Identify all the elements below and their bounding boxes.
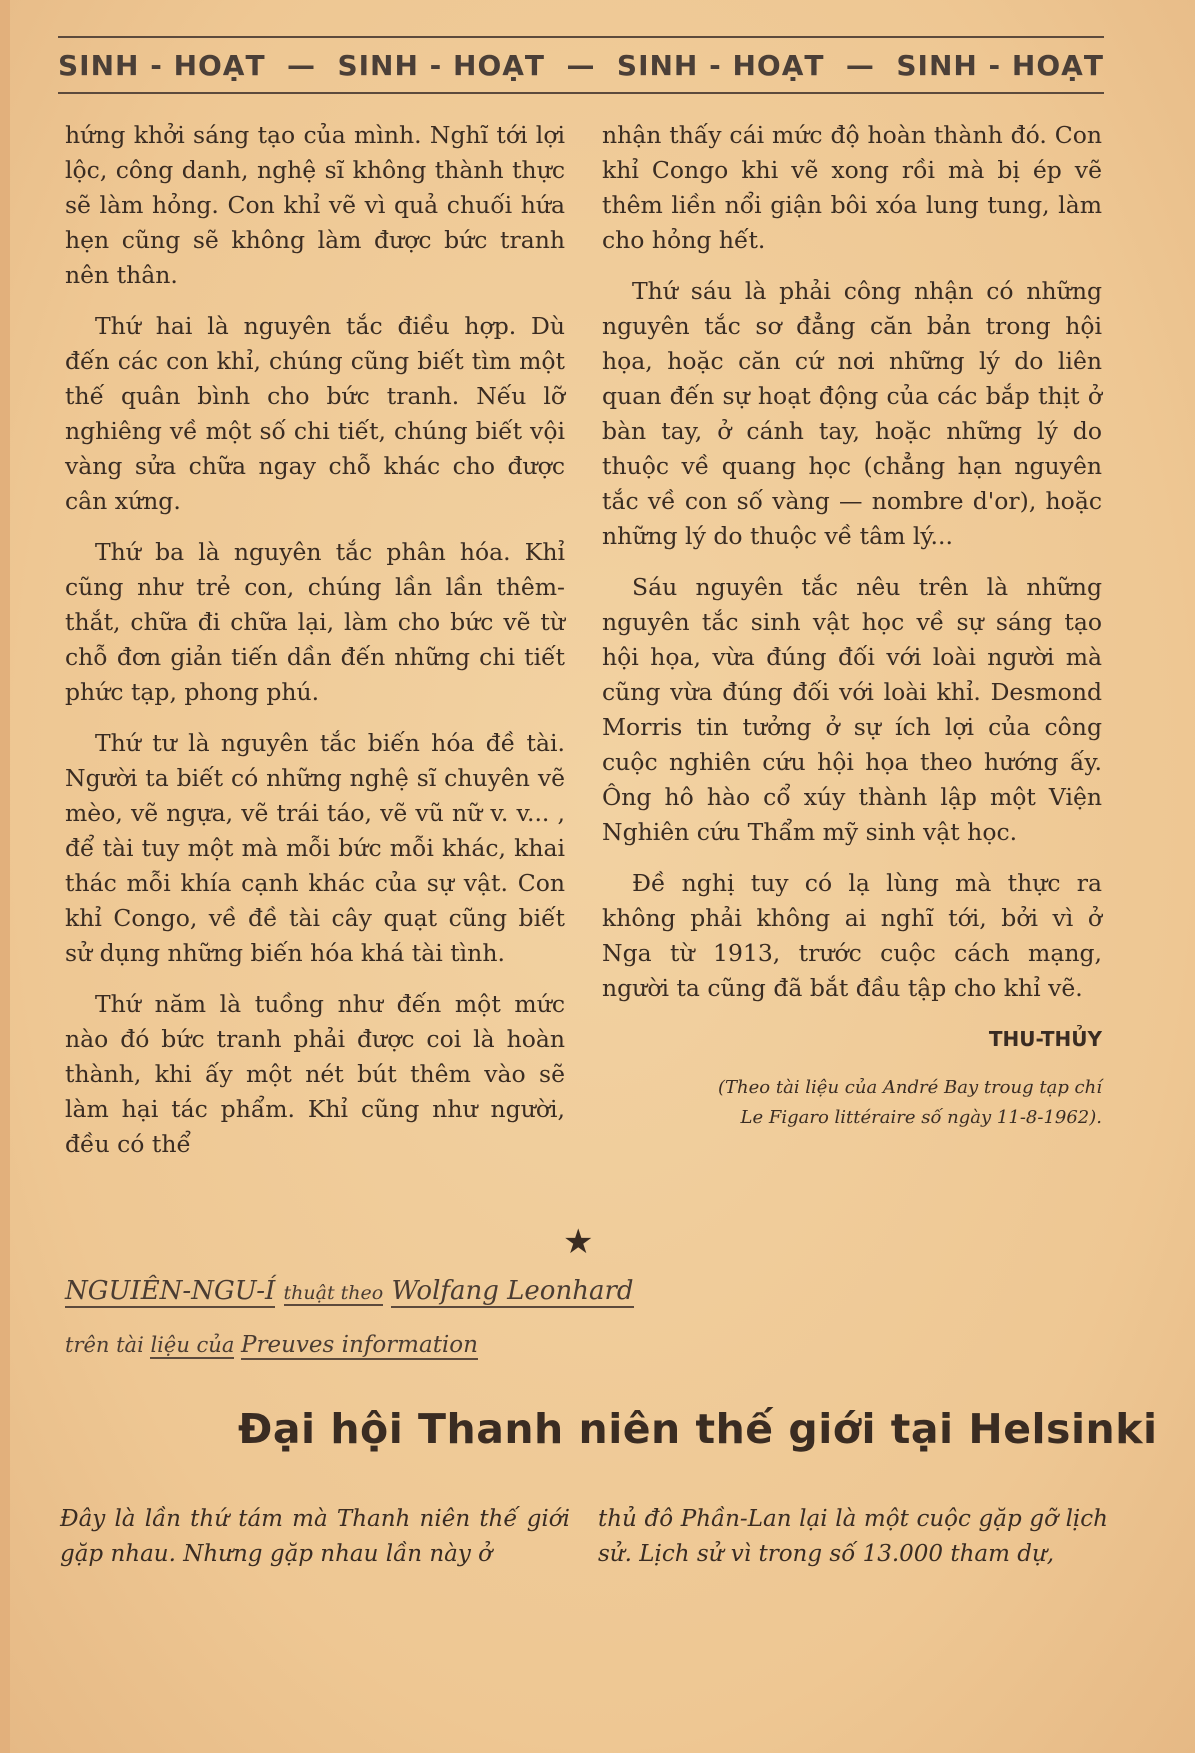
paragraph: Thứ sáu là phải công nhận có những nguyên tắc sơ đẳng căn bản trong hội họa, hoặc căn cứ nơi những lý do liên quan đến sự hoạt động của các bắp thịt ở bàn tay, ở cánh tay, hoặc những lý do thuộc về quang học (chẳng hạn nguyên tắc về con số vàng — nombre d'or), hoặc những lý do thuộc về tâm lý... xyxy=(602,277,1102,550)
paragraph: Thứ hai là nguyên tắc điều hợp. Dù đến các con khỉ, chúng cũng biết tìm một thế quân bình cho bức tranh. Nếu lỡ nghiêng về một số chi tiết, chúng biết vội vàng sửa chữa ngay chỗ khác cho được cân xứng. xyxy=(65,312,565,515)
star-separator-icon: ★ xyxy=(563,1222,594,1262)
intro-right-column: thủ đô Phần-Lan lại là một cuộc gặp gỡ lịch sử. Lịch sử vì trong số 13.000 tham dự, xyxy=(598,1506,1108,1567)
running-header xyxy=(58,36,1104,94)
source-line: Le Figaro littéraire số ngày 11-8-1962). xyxy=(740,1107,1102,1128)
paragraph: Đề nghị tuy có lạ lùng mà thực ra không phải không ai nghĩ tới, bởi vì ở Nga từ 1913, trước cuộc cách mạng, người ta cũng đã bắt đầu tập cho khỉ vẽ. xyxy=(602,869,1102,1002)
paragraph: hứng khởi sáng tạo của mình. Nghĩ tới lợi lộc, công danh, nghệ sĩ không thành thực sẽ làm hỏng. Con khỉ vẽ vì quả chuối hứa hẹn cũng sẽ không làm được bức tranh nên thân. xyxy=(65,121,565,289)
paragraph: Thứ năm là tuồng như đến một mức nào đó bức tranh phải được coi là hoàn thành, khi ấy một nét bút thêm vào sẽ làm hại tác phẩm. Khỉ cũng như người, đều có thể xyxy=(65,990,565,1158)
header-dash: — xyxy=(287,48,317,82)
byline-author: NGUIÊN-NGU-Í xyxy=(65,1276,276,1306)
byline-source-author: Wolfang Leonhard xyxy=(391,1276,634,1306)
left-text-column xyxy=(65,118,565,1178)
source-citation xyxy=(602,1073,1102,1133)
byline-line2-source: Preuves information xyxy=(241,1332,478,1358)
byline-line2-mid: liệu của xyxy=(150,1333,235,1357)
paragraph: Thứ ba là nguyên tắc phân hóa. Khỉ cũng như trẻ con, chúng lần lần thêm-thắt, chữa đi chữa lại, làm cho bức vẽ từ chỗ đơn giản tiến dần đến những chi tiết phức tạp, phong phú. xyxy=(65,538,565,706)
header-dash: — xyxy=(845,48,875,82)
article-byline-source xyxy=(65,1332,478,1358)
paragraph: nhận thấy cái mức độ hoàn thành đó. Con khỉ Congo khi vẽ xong rồi mà bị ép vẽ thêm liền nổi giận bôi xóa lung tung, làm cho hỏng hết. xyxy=(602,121,1102,254)
header-item: SINH - HOẠT xyxy=(896,48,1104,82)
byline-middle: thuật theo xyxy=(283,1282,384,1304)
byline-line2-prefix: trên tài xyxy=(65,1333,144,1357)
right-text-column xyxy=(602,118,1102,1133)
article-byline xyxy=(65,1276,634,1306)
author-signature: THU-THỦY xyxy=(988,1027,1102,1051)
header-item: SINH - HOẠT xyxy=(337,48,546,82)
header-dash: — xyxy=(566,48,596,82)
intro-left-column: Đây là lần thứ tám mà Thanh niên thế giới gặp nhau. Nhưng gặp nhau lần này ở xyxy=(60,1506,570,1567)
source-line: (Theo tài liệu của André Bay troug tạp chí xyxy=(718,1077,1102,1098)
article-title: Đại hội Thanh niên thế giới tại Helsinki xyxy=(238,1405,1158,1453)
paragraph: Sáu nguyên tắc nêu trên là những nguyên tắc sinh vật học về sự sáng tạo hội họa, vừa đúng đối với loài người mà cũng vừa đúng đối với loài khỉ. Desmond Morris tin tưởng ở sự ích lợi của công cuộc nghiên cứu hội họa theo hướng ấy. Ông hô hào cổ xúy thành lập một Viện Nghiên cứu Thẩm mỹ sinh vật học. xyxy=(602,573,1102,846)
paragraph: Thứ tư là nguyên tắc biến hóa đề tài. Người ta biết có những nghệ sĩ chuyên vẽ mèo, vẽ ngựa, vẽ trái táo, vẽ vũ nữ v. v... , để tài tuy một mà mỗi bức mỗi khác, khai thác mỗi khía cạnh khác của sự vật. Con khỉ Congo, về đề tài cây quạt cũng biết sử dụng những biến hóa khá tài tình. xyxy=(65,729,565,967)
header-item: SINH - HOẠT xyxy=(616,48,825,82)
header-item: SINH - HOẠT xyxy=(58,48,266,82)
